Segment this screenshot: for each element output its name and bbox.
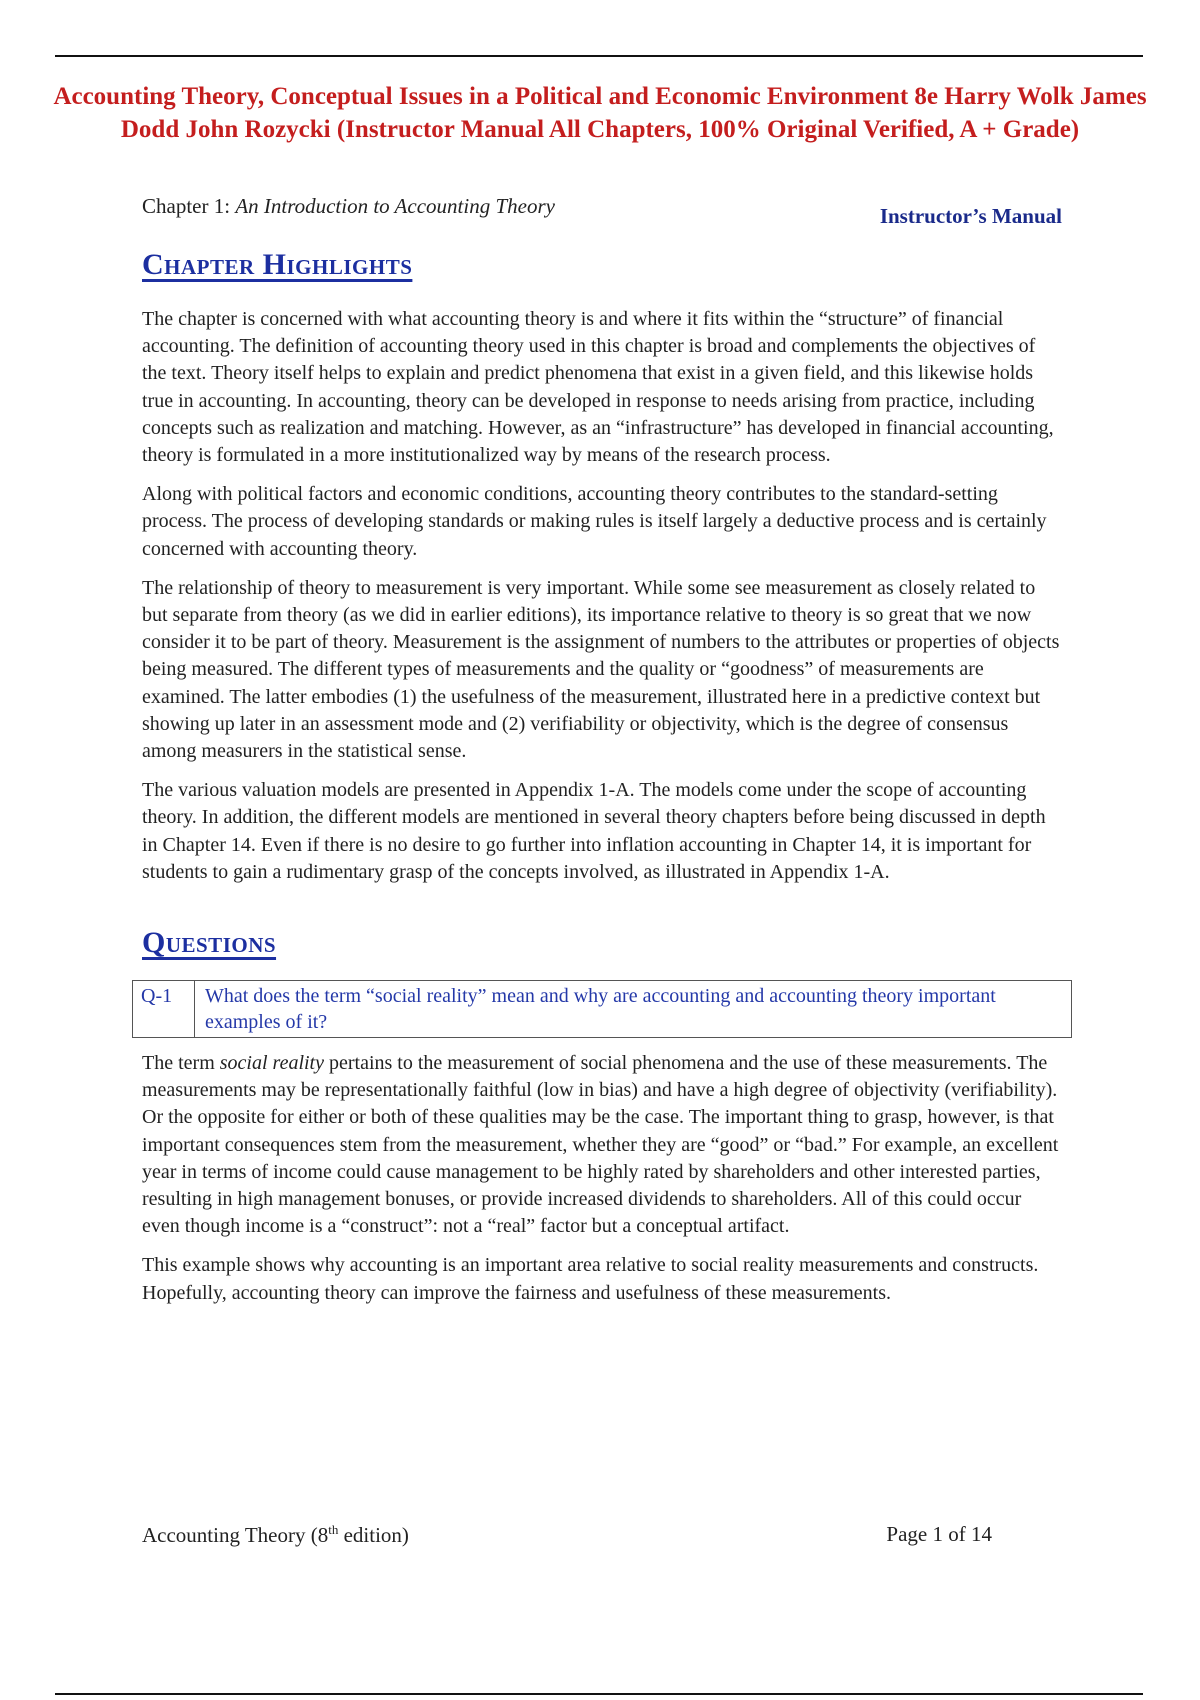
chapter-header [142, 190, 1062, 242]
bottom-rule [55, 1693, 1143, 1695]
highlight-paragraph-2: Along with political factors and economic conditions, accounting theory contributes to the standard-setting process. The process of developing standards or making rules is itself largely a deductive process and is certainly concerned with accounting theory. [142, 483, 1047, 560]
document-title: Accounting Theory, Conceptual Issues in a Political and Economic Environment 8e Harry Wolk James Dodd John Rozycki (Instructor Manual All Chapters, 100% Original Verified, A + Grade) [53, 83, 1147, 143]
chapter-highlights-heading: Chapter Highlights [142, 248, 413, 281]
question-text: What does the term “social reality” mean and why are accounting and accounting theory important examples of it? [205, 985, 996, 1034]
footer-sup: th [328, 1522, 339, 1537]
answer-term: social reality [219, 1052, 324, 1075]
footer-book-title [142, 1522, 409, 1548]
answer-paragraph-2: This example shows why accounting is an important area relative to social reality measurements and constructs. Hopefully, accounting theory can improve the fairness and usefulness of these measurements. [142, 1254, 1039, 1304]
chapter-name: An Introduction to Accounting Theory [235, 194, 555, 218]
question-number: Q-1 [133, 981, 195, 1037]
page-content [142, 190, 1062, 1319]
instructors-manual-label: Instructor’s Manual [879, 204, 1062, 228]
highlight-paragraph-3: The relationship of theory to measurement is very important. While some see measurement as closely related to but separate from theory (as we did in earlier editions), its importance relative to theory is so great that we now consider it to be part of theory. Measurement is the assignment of numbers to the attributes or properties of objects being measured. The different types of measurements and the quality or “goodness” of measurements are examined. The latter embodies (1) the usefulness of the measurement, illustrated here in a predictive context but showing up later in an assessment mode and (2) verifiability or objectivity, which is the degree of consensus among measurers in the statistical sense. [142, 576, 1060, 763]
top-rule [55, 55, 1143, 57]
highlight-paragraph-4: The various valuation models are presented in Appendix 1-A. The models come under the scope of accounting theory. In addition, the different models are mentioned in several theory chapters before being discussed in depth in Chapter 14. Even if there is no desire to go further into inflation accounting in Chapter 14, it is important for students to gain a rudimentary grasp of the concepts involved, as illustrated in Appendix 1-A. [142, 779, 1046, 883]
questions-heading: Questions [142, 926, 277, 960]
chapter-label [142, 194, 555, 219]
answer-rest: pertains to the measurement of social phenomena and the use of these measurements. The measurements may be representationally faithful (low in bias) and have a high degree of objectivity (verifiability). Or the opposite for either or both of these qualities may be the case. The important thing to grasp, however, is that important consequences stem from the measurement, whether they are “good” or “bad.” For example, an excellent year in terms of income could cause management to be highly rated by shareholders and other interested parties, resulting in high management bonuses, or provide increased dividends to shareholders. All of this could occur even though income is a “construct”: not a “real” factor but a conceptual artifact. [142, 1052, 1059, 1238]
question-box [132, 980, 1072, 1038]
highlight-paragraph-1: The chapter is concerned with what accounting theory is and where it fits within the “structure” of financial accounting. The definition of accounting theory used in this chapter is broad and complements the objectives of the text. Theory itself helps to explain and predict phenomena that exist in a given field, and this likewise holds true in accounting. In accounting, theory can be developed in response to needs arising from practice, including concepts such as realization and matching. However, as an “infrastructure” has developed in financial accounting, theory is formulated in a more institutionalized way by means of the research process. [142, 308, 1054, 467]
answer-paragraph-1 [142, 1050, 1062, 1240]
page-number: Page 1 of 14 [886, 1522, 992, 1546]
answer-intro: The term [142, 1052, 220, 1075]
footer-edition: edition) [338, 1523, 409, 1547]
footer-book: Accounting Theory (8 [142, 1523, 329, 1547]
chapter-prefix: Chapter 1: [142, 194, 236, 218]
